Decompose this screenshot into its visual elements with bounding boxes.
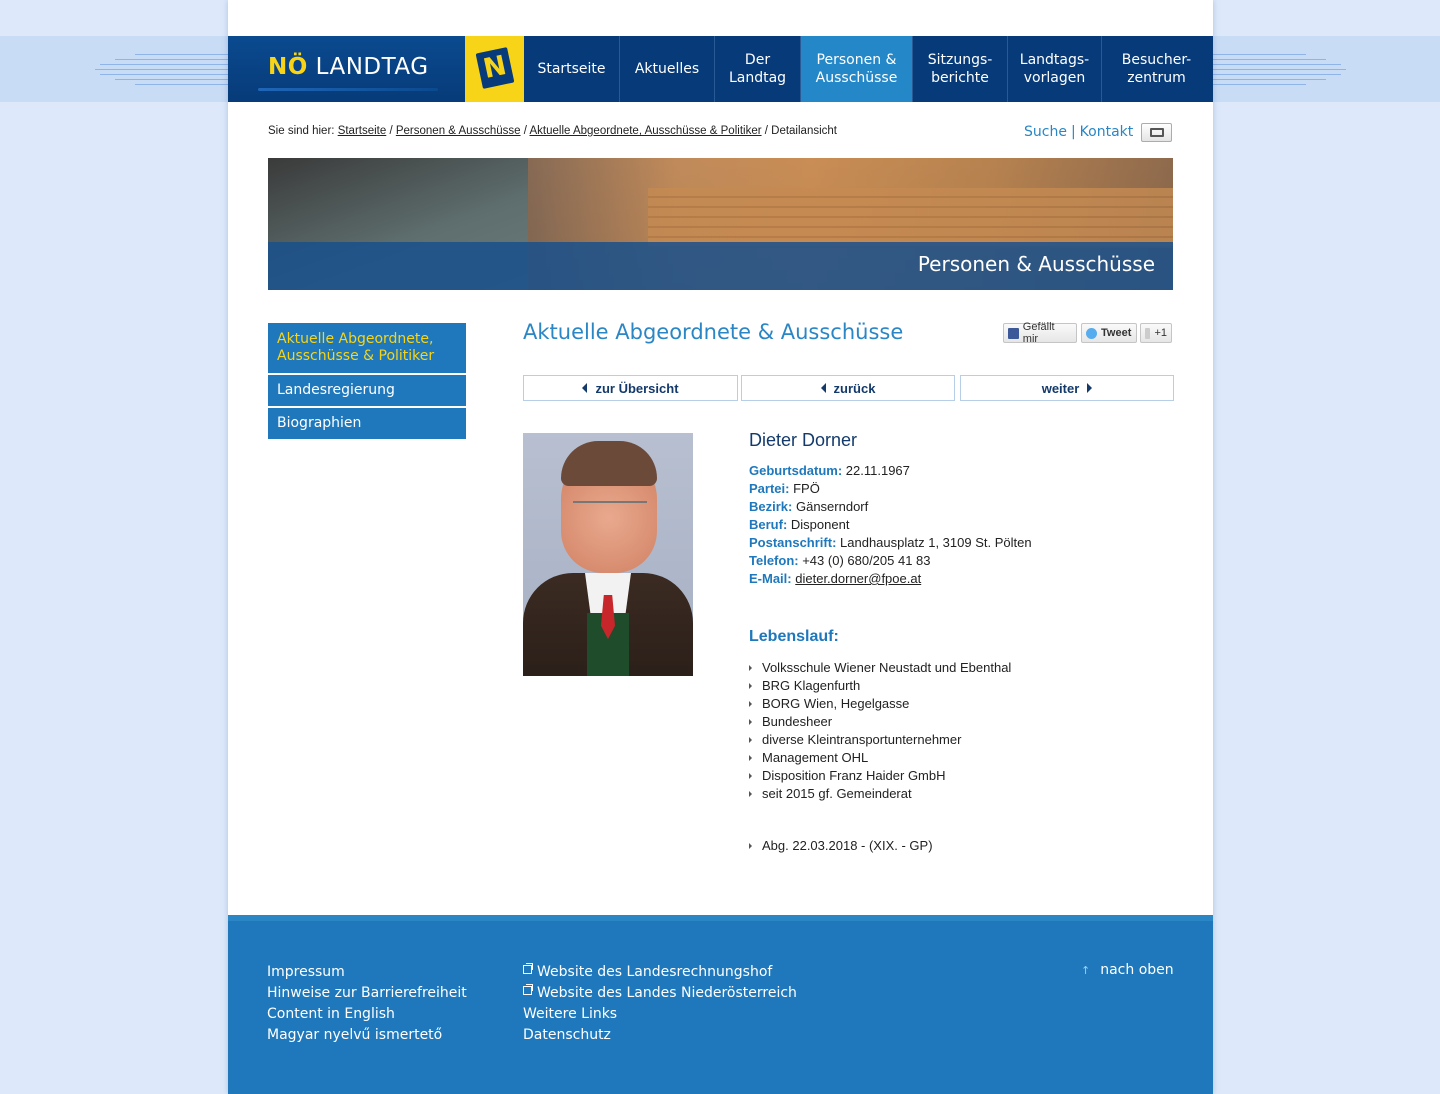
page-title: Aktuelle Abgeordnete & Ausschüsse <box>523 320 904 344</box>
detail-address <box>749 534 1032 552</box>
banner-title: Personen & Ausschüsse <box>917 252 1155 276</box>
facebook-icon <box>1008 328 1019 339</box>
portrait-hair <box>561 441 657 486</box>
sidebar-item-landesregierung[interactable] <box>268 375 466 406</box>
facebook-like-button[interactable] <box>1003 323 1077 343</box>
sidebar-item-aktuelle-abgeordnete[interactable] <box>268 323 466 373</box>
main-nav <box>524 36 1211 102</box>
cv-list <box>749 659 1011 803</box>
footer-link-magyar[interactable]: Magyar nyelvű ismertető <box>267 1027 443 1043</box>
arrow-right-icon <box>1087 383 1092 393</box>
breadcrumb-sep: / <box>520 125 530 137</box>
detail-value: +43 (0) 680/205 41 83 <box>802 553 931 568</box>
footer-link-impressum[interactable]: Impressum <box>267 964 345 980</box>
back-label: zurück <box>833 380 876 396</box>
nav-besucherzentrum[interactable] <box>1102 36 1211 102</box>
n-logo-icon: N <box>476 47 515 89</box>
cv-item: Disposition Franz Haider GmbH <box>749 767 1011 785</box>
footer-col-2 <box>523 962 797 1046</box>
banner-photo-benches <box>648 188 1173 248</box>
breadcrumb-prefix: Sie sind hier: <box>268 125 335 137</box>
site-footer <box>228 915 1213 1094</box>
detail-label: Geburtsdatum: <box>749 463 843 478</box>
portrait-glasses <box>573 501 647 517</box>
breadcrumb-link-abgeordnete[interactable]: Aktuelle Abgeordnete, Ausschüsse & Politiker <box>529 125 762 137</box>
detail-label: Partei: <box>749 481 790 496</box>
nav-label: Aktuelles <box>634 61 700 77</box>
search-link[interactable]: Suche <box>1024 124 1067 140</box>
arrow-left-icon <box>582 383 587 393</box>
back-to-top-link[interactable] <box>1081 962 1174 978</box>
person-name: Dieter Dorner <box>749 430 858 450</box>
footer-col-1 <box>267 962 467 1046</box>
detail-label: Telefon: <box>749 553 799 568</box>
cv-item: diverse Kleintransportunternehmer <box>749 731 1011 749</box>
printer-icon <box>1150 128 1164 137</box>
detail-label: Bezirk: <box>749 499 793 514</box>
nav-label: Der Landtag <box>728 52 787 86</box>
footer-link-label: Website des Landesrechnungshof <box>537 964 773 980</box>
cv-item: Bundesheer <box>749 713 1011 731</box>
footer-link-landesrechnungshof[interactable] <box>523 962 797 983</box>
nav-startseite[interactable] <box>524 36 620 102</box>
overview-button[interactable] <box>523 375 738 401</box>
sidebar-item-label: Landesregierung <box>277 382 395 398</box>
tweet-label: Tweet <box>1101 327 1132 339</box>
footer-link-english[interactable]: Content in English <box>267 1006 395 1022</box>
stripes-left <box>95 36 228 102</box>
breadcrumb-link-personen[interactable]: Personen & Ausschüsse <box>395 125 521 137</box>
tweet-button[interactable] <box>1081 323 1137 343</box>
sidebar-item-biographien[interactable] <box>268 408 466 439</box>
detail-phone <box>749 552 1032 570</box>
nav-label: Personen & Ausschüsse <box>815 52 898 86</box>
nav-aktuelles[interactable] <box>620 36 715 102</box>
page-container <box>228 0 1213 1094</box>
noe-n-logo[interactable] <box>465 36 524 102</box>
arrow-left-icon <box>821 383 826 393</box>
cv-item: Volksschule Wiener Neustadt und Ebenthal <box>749 659 1011 677</box>
nav-label: Sitzungs- berichte <box>927 52 993 86</box>
logo-swoosh <box>258 88 438 91</box>
nav-sitzungsberichte[interactable] <box>913 36 1008 102</box>
detail-label: Beruf: <box>749 517 788 532</box>
nav-label: Besucher- zentrum <box>1121 52 1192 86</box>
back-button[interactable] <box>741 375 955 401</box>
detail-value: Landhausplatz 1, 3109 St. Pölten <box>840 535 1032 550</box>
footer-link-land-noe[interactable] <box>523 983 797 1004</box>
nav-der-landtag[interactable] <box>715 36 801 102</box>
footer-link-datenschutz[interactable]: Datenschutz <box>523 1027 611 1043</box>
print-button[interactable] <box>1141 123 1172 142</box>
external-link-icon <box>523 986 532 995</box>
breadcrumb-sep: / <box>761 125 772 137</box>
breadcrumb-sep: / <box>386 125 396 137</box>
detail-value: 22.11.1967 <box>845 463 910 478</box>
site-logo[interactable] <box>228 36 465 102</box>
sidebar-item-label: Biographien <box>277 415 362 431</box>
detail-label: Postanschrift: <box>749 535 837 550</box>
arrow-up-icon: ↑ <box>1081 964 1091 977</box>
cv-item: BORG Wien, Hegelgasse <box>749 695 1011 713</box>
logo-prefix: NÖ <box>268 54 308 80</box>
detail-party <box>749 480 1032 498</box>
mandate-list <box>749 837 933 855</box>
detail-birthdate <box>749 462 1032 480</box>
detail-district <box>749 498 1032 516</box>
to-top-label: nach oben <box>1100 962 1174 978</box>
footer-link-label: Website des Landes Niederösterreich <box>537 985 797 1001</box>
logo-text <box>268 54 429 80</box>
cv-title: Lebenslauf: <box>749 628 839 645</box>
person-details <box>749 462 1032 588</box>
breadcrumb-link-startseite[interactable]: Startseite <box>337 125 387 137</box>
nav-label: Startseite <box>537 61 606 77</box>
gplus-label: +1 <box>1154 327 1167 339</box>
sidebar-item-label: Aktuelle Abgeordnete, Ausschüsse & Politiker <box>277 331 435 364</box>
cv-item: seit 2015 gf. Gemeinderat <box>749 785 1011 803</box>
logo-suffix: LANDTAG <box>315 54 429 80</box>
portrait-photo <box>523 433 693 676</box>
sidebar <box>268 323 466 441</box>
page-banner <box>268 158 1173 290</box>
site-header <box>228 36 1213 102</box>
next-button[interactable] <box>960 375 1174 401</box>
stripes-right <box>1213 36 1346 102</box>
footer-link-weitere-links[interactable]: Weitere Links <box>523 1006 618 1022</box>
nav-personen-ausschuesse[interactable] <box>801 36 913 102</box>
top-links-separator: | <box>1070 124 1076 140</box>
detail-label: E-Mail: <box>749 571 792 586</box>
overview-label: zur Übersicht <box>595 380 679 396</box>
email-link[interactable]: dieter.dorner@fpoe.at <box>795 571 922 586</box>
mandate-item: Abg. 22.03.2018 - (XIX. - GP) <box>749 837 933 855</box>
twitter-icon <box>1086 328 1097 339</box>
detail-profession <box>749 516 1032 534</box>
contact-link[interactable]: Kontakt <box>1079 124 1134 140</box>
detail-value: Disponent <box>790 517 850 532</box>
next-label: weiter <box>1041 380 1080 396</box>
breadcrumb-current: Detailansicht <box>771 125 837 137</box>
facebook-label: Gefällt mir <box>1022 321 1055 345</box>
detail-email <box>749 570 1032 588</box>
breadcrumb <box>268 125 837 137</box>
detail-value: FPÖ <box>793 481 820 496</box>
external-link-icon <box>523 965 532 974</box>
nav-landtagsvorlagen[interactable] <box>1008 36 1102 102</box>
footer-link-barrierefreiheit[interactable]: Hinweise zur Barrierefreiheit <box>267 985 467 1001</box>
nav-label: Landtags- vorlagen <box>1019 52 1090 86</box>
cv-item: Management OHL <box>749 749 1011 767</box>
gplus-button[interactable] <box>1140 323 1172 343</box>
detail-value: Gänserndorf <box>795 499 869 514</box>
gplus-icon <box>1145 328 1150 339</box>
top-links <box>1024 124 1133 140</box>
cv-item: BRG Klagenfurth <box>749 677 1011 695</box>
